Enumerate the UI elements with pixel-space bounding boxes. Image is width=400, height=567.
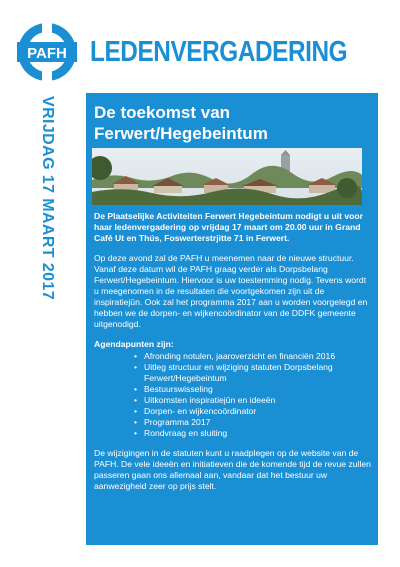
- village-photo: [92, 148, 362, 205]
- agenda-item: • Rondvraag en sluiting: [134, 428, 372, 439]
- pafh-logo: [17, 22, 77, 82]
- page-title: LEDENVERGADERING: [90, 36, 348, 68]
- agenda-item: • Bestuurswisseling: [134, 384, 372, 395]
- agenda-item: • Uitleg structuur en wijziging statuten Dorpsbelang Ferwert/Hegebeintum: [134, 362, 372, 384]
- village-photo-graphic: [92, 148, 362, 205]
- pafh-logo-graphic: [17, 22, 77, 82]
- headline-line-2: Ferwert/Hegebeintum: [94, 124, 268, 143]
- event-date-text: VRIJDAG 17 MAART 2017: [39, 96, 56, 301]
- headline-line-1: De toekomst van: [94, 103, 231, 122]
- agenda-item: • Dorpen- en wijkencoördinator: [134, 406, 372, 417]
- logo-text: PAFH: [27, 45, 67, 62]
- agenda-item: • Programma 2017: [134, 417, 372, 428]
- main-paragraph: Op deze avond zal de PAFH u meenemen naar de nieuwe structuur. Vanaf deze datum wil de PAFH graag verder als Dorpsbelang Ferwert/Hegebeintum. Hiervoor is uw toestemming nodig. Tevens wordt u meegenomen in de resultaten die voortgekomen zijn uit de inspiratiejûn. Ook zal het programma 2017 aan u worden voorgelegd en hebben we de dorpen- en wijkencoördinator van de DDFK gemeente uitgenodigd.: [94, 253, 368, 329]
- agenda-title: Agendapunten zijn:: [94, 339, 174, 349]
- body-text: [94, 211, 372, 501]
- agenda-list: [94, 351, 372, 439]
- event-date-vertical: [24, 96, 64, 316]
- closing-paragraph: De wijzigingen in de statuten kunt u raadplegen op de website van de PAFH. De vele ideeën en initiatieven die de komende tijd de revue zullen passeren gaan ons allemaal aan, vandaar dat het bestuur uw aanwezigheid zeer op prijs stelt.: [94, 448, 371, 491]
- content-panel: [86, 93, 378, 545]
- headline: [94, 102, 364, 144]
- intro-paragraph: De Plaatselijke Activiteiten Ferwert Hegebeintum nodigt u uit voor haar ledenvergadering op vrijdag 17 maart om 20.00 uur in Grand Café Ut en Thús, Foswerterstrjitte 71 in Ferwert.: [94, 211, 364, 243]
- agenda-item: • Afronding notulen, jaaroverzicht en financiën 2016: [134, 351, 372, 362]
- agenda-item: • Uitkomsten inspiratiejûn en ideeën: [134, 395, 372, 406]
